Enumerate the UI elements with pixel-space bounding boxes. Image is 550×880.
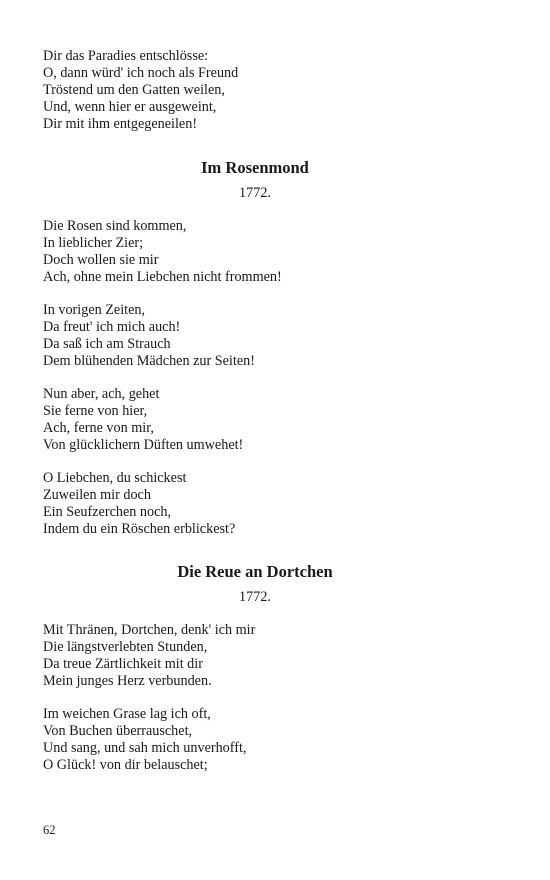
poem-line: Nun aber, ach, gehet [43,386,160,402]
poem-stanza [43,302,255,370]
poem-title: Im Rosenmond [201,158,309,177]
poem-line: O Glück! von dir belauschet; [43,757,208,773]
poem-stanza [43,706,246,774]
poem-line: Mit Thränen, Dortchen, denk' ich mir [43,622,256,638]
poem-line: Da treue Zärtlichkeit mit dir [43,656,203,672]
poem-line: Ach, ferne von mir, [43,420,154,436]
continuation-stanza [43,48,238,133]
poem-line: In vorigen Zeiten, [43,302,146,318]
poem-line: Ein Seufzerchen noch, [43,504,172,520]
poem-year: 1772. [239,185,271,201]
poem-title: Die Reue an Dortchen [177,562,333,581]
poem-stanza [43,218,282,286]
poem-stanza [43,622,255,690]
poem-line: O Liebchen, du schickest [43,470,187,486]
poem-line: Indem du ein Röschen erblickest? [43,521,236,537]
poem-stanza [43,386,243,454]
poem-line: Die längstverlebten Stunden, [43,639,208,655]
poem-line: Zuweilen mir doch [43,487,151,503]
poem-line: Mein junges Herz verbunden. [43,673,212,689]
poem-line: Ach, ohne mein Liebchen nicht frommen! [43,269,282,285]
poem-line: Von glücklichern Düften umwehet! [43,437,244,453]
poem-line: Im weichen Grase lag ich oft, [43,706,211,722]
poem-line: Sie ferne von hier, [43,403,148,419]
poem-line: Da freut' ich mich auch! [43,319,181,335]
poem-line: Doch wollen sie mir [43,252,159,268]
poem-line: Und sang, und sah mich unverhofft, [43,740,247,756]
poem-line: O, dann würd' ich noch als Freund [43,65,239,81]
poem-line: Da saß ich am Strauch [43,336,171,352]
poem-line: Dir das Paradies entschlösse: [43,48,209,64]
poem-line: Tröstend um den Gatten weilen, [43,82,225,98]
poem-line: Dir mit ihm entgegeneilen! [43,116,198,132]
poem-line: Die Rosen sind kommen, [43,218,187,234]
poem-line: Von Buchen überrauschet, [43,723,193,739]
page-number: 62 [43,823,56,837]
poem-line: In lieblicher Zier; [43,235,144,251]
poem-line: Dem blühenden Mädchen zur Seiten! [43,353,255,369]
poem-stanza [43,470,235,538]
poem-year: 1772. [239,589,271,605]
poem-line: Und, wenn hier er ausgeweint, [43,99,217,115]
